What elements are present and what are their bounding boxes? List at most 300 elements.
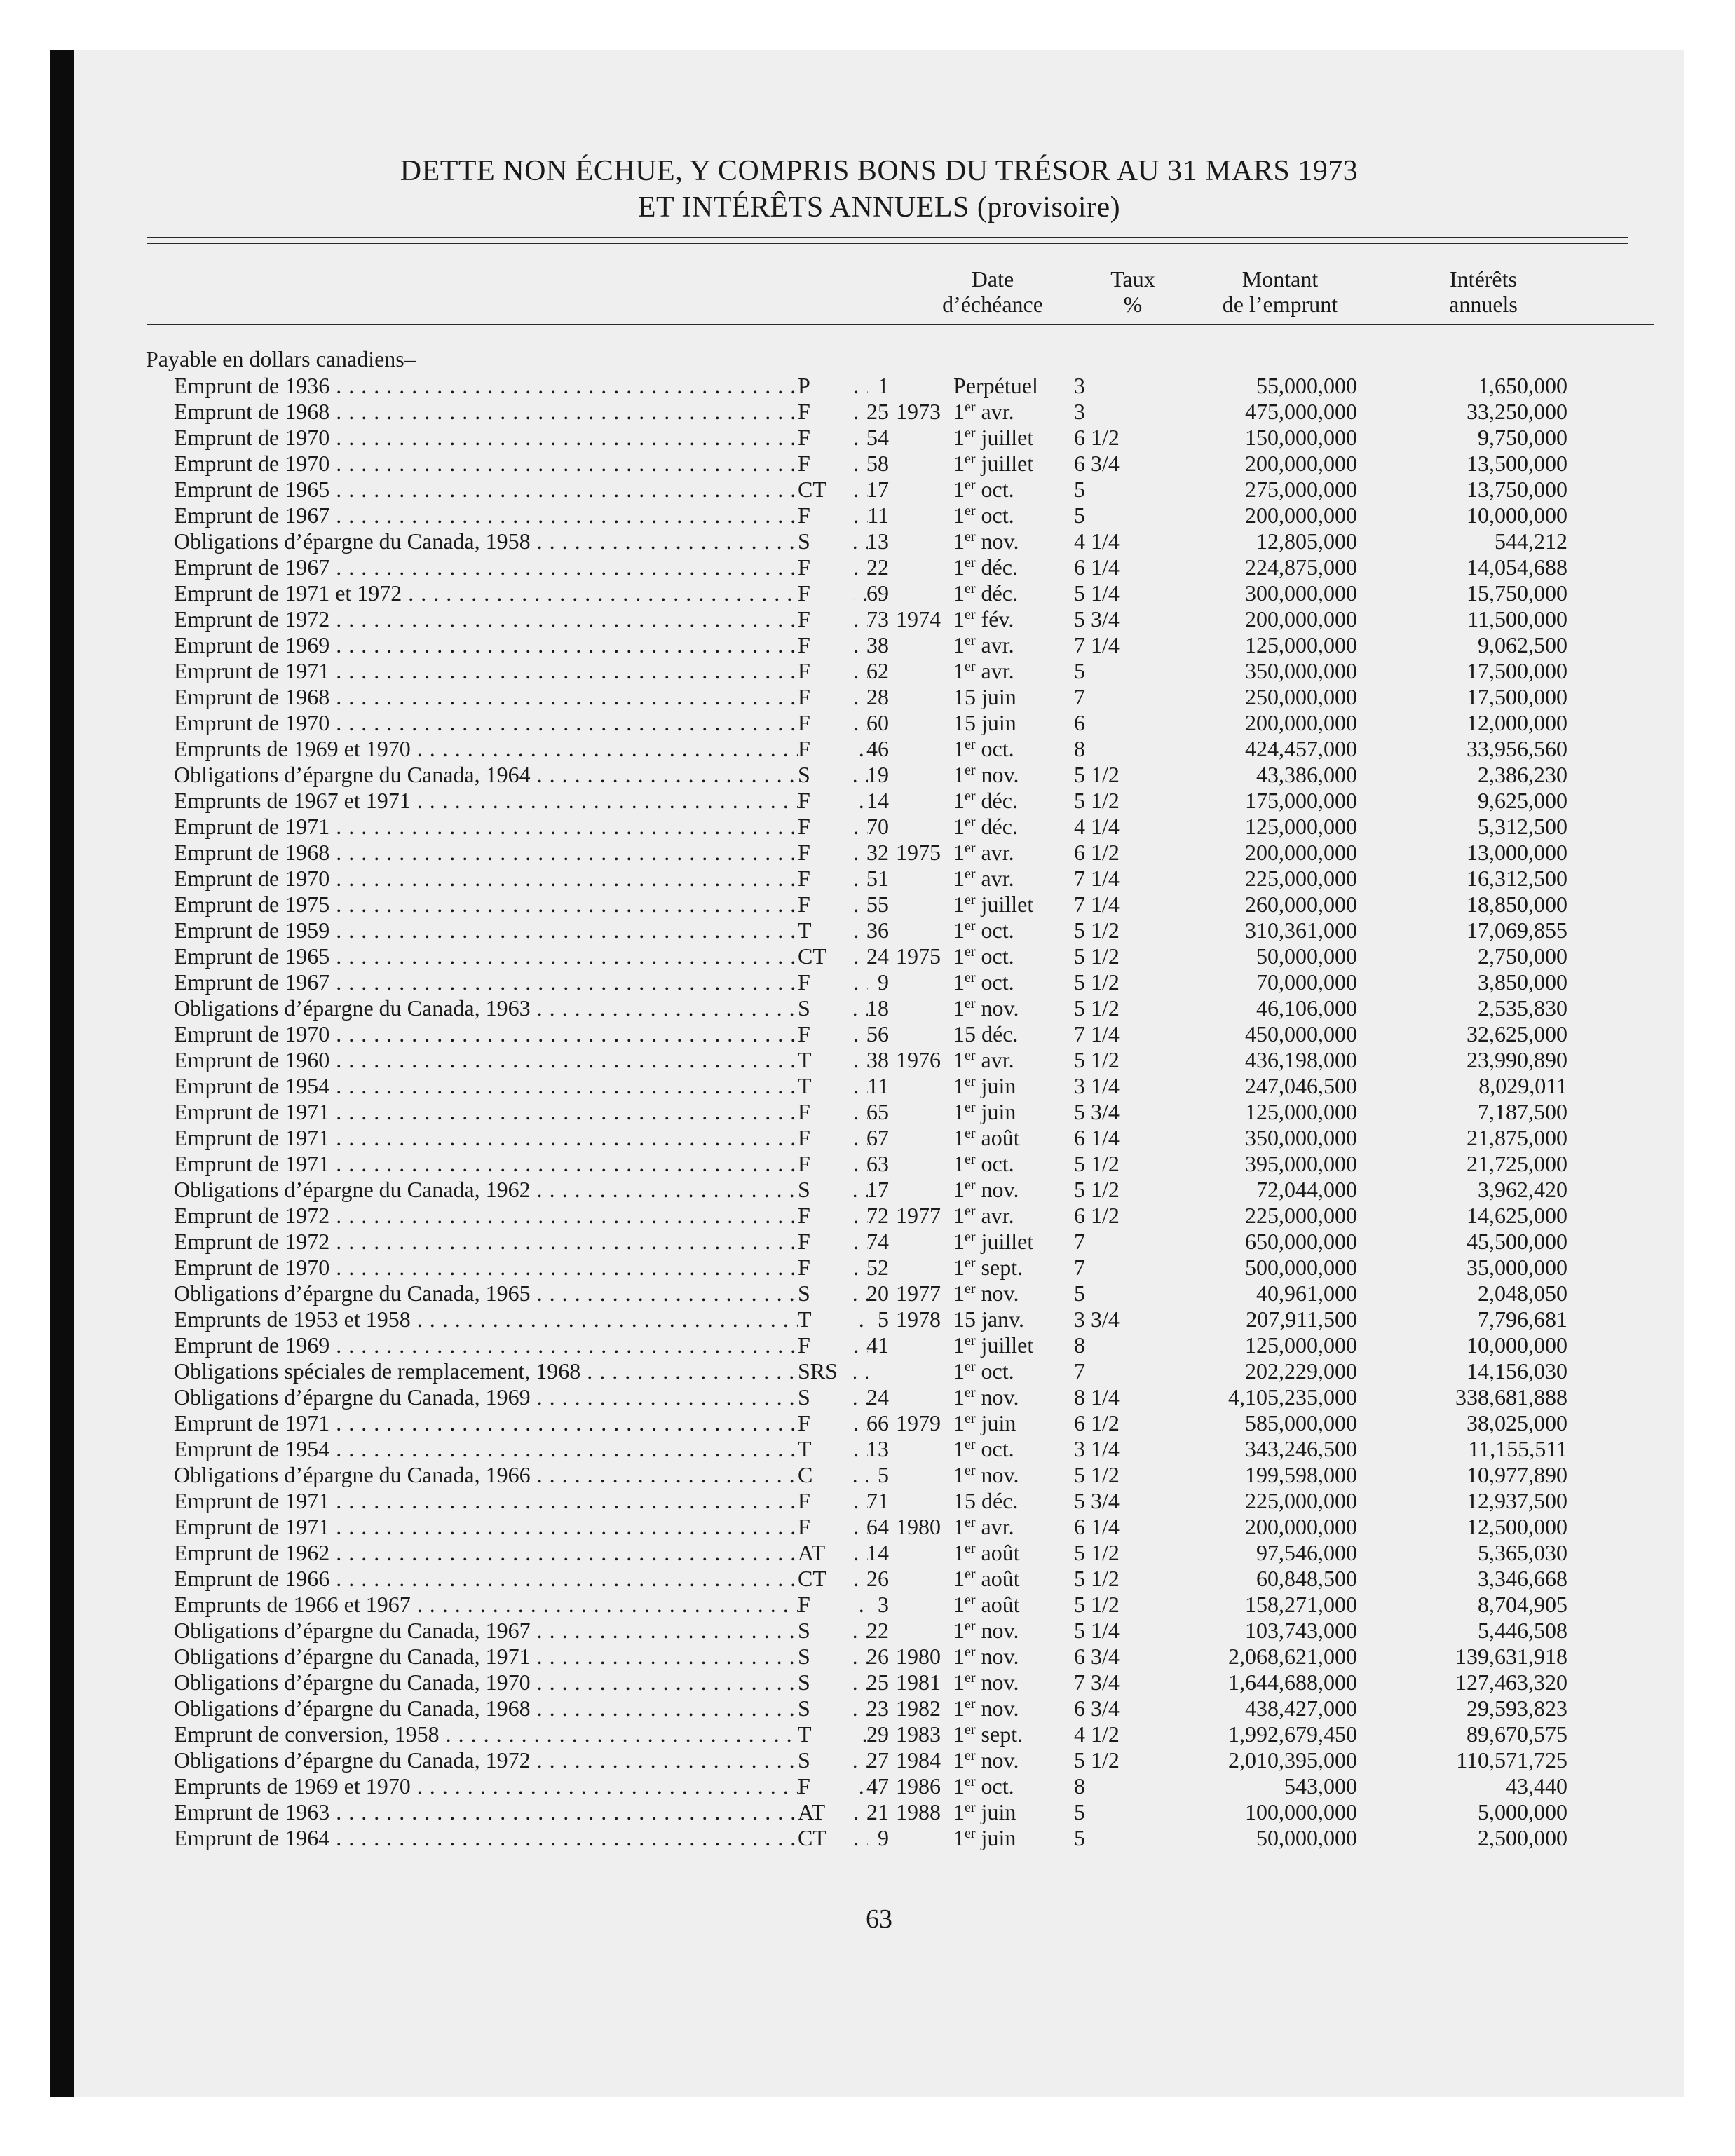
loan-amount: 260,000,000: [1245, 892, 1357, 917]
interest-rate: 5 1/4: [1074, 1618, 1120, 1643]
loan-name: Emprunt de 1968 . . .: [174, 840, 868, 866]
maturity-day: 1: [953, 917, 965, 943]
annual-interest: 23,990,890: [1467, 1047, 1567, 1072]
interest-rate: 7 3/4: [1074, 1670, 1120, 1695]
maturity-month: oct.: [981, 1151, 1014, 1176]
loan-code: CT: [798, 1566, 854, 1592]
maturity-day-suffix: er: [965, 425, 976, 441]
maturity-day-suffix: er: [965, 503, 976, 519]
loan-amount: 55,000,000: [1256, 373, 1357, 398]
loan-amount: 436,198,000: [1245, 1047, 1357, 1072]
table-row: [74, 1592, 1684, 1618]
loan-name: Emprunt de 1975 . . .: [174, 892, 868, 917]
loan-series-number: 51: [866, 866, 889, 891]
interest-rate: 5: [1074, 1799, 1085, 1824]
loan-code: S: [798, 995, 854, 1021]
table-row: [74, 1566, 1684, 1592]
maturity-month: déc.: [981, 580, 1018, 606]
table-row: [74, 1073, 1684, 1099]
table-row: [74, 451, 1684, 477]
annual-interest: 8,704,905: [1478, 1592, 1567, 1617]
maturity-day: 1: [953, 1540, 965, 1565]
loan-name: Obligations d’épargne du Canada, 1965 . . .: [174, 1281, 868, 1306]
loan-amount: 2,068,621,000: [1228, 1644, 1357, 1669]
annual-interest: 33,250,000: [1467, 399, 1567, 424]
annual-interest: 14,625,000: [1467, 1203, 1567, 1228]
maturity-day: 1: [953, 1644, 965, 1669]
table-row: [74, 1255, 1684, 1281]
maturity-month: fév.: [981, 606, 1014, 632]
loan-amount: 103,743,000: [1245, 1618, 1357, 1643]
maturity-day-suffix: er: [965, 1670, 976, 1686]
loan-code: AT: [798, 1540, 854, 1566]
loan-code: S: [798, 1644, 854, 1670]
interest-rate: 5 1/2: [1074, 943, 1120, 969]
interest-rate: 4 1/4: [1074, 528, 1120, 554]
annual-interest: 8,029,011: [1478, 1073, 1567, 1098]
loan-code: F: [798, 1021, 854, 1047]
loan-series-number: 25: [866, 399, 889, 424]
maturity-month: juin: [981, 710, 1016, 735]
loan-series-number: 23: [866, 1696, 889, 1721]
table-row: [74, 1747, 1684, 1773]
loan-code: F: [798, 503, 854, 528]
loan-name: Emprunt de 1963 . . .: [174, 1799, 868, 1825]
loan-series-number: 72: [866, 1203, 889, 1228]
annual-interest: 5,365,030: [1478, 1540, 1567, 1565]
table-row: [74, 788, 1684, 814]
loan-name: Emprunt de 1972 . . .: [174, 606, 868, 632]
loan-series-number: 24: [866, 943, 889, 969]
loan-name: Emprunt de 1970 . . .: [174, 866, 868, 892]
loan-code: F: [798, 1592, 854, 1618]
table-row: [74, 684, 1684, 710]
loan-amount: 12,805,000: [1256, 528, 1357, 554]
header-rate-line1: Taux: [1110, 266, 1155, 292]
loan-name: Emprunt de 1972 . . .: [174, 1229, 868, 1255]
maturity-day: 1: [953, 606, 965, 632]
maturity-day: 1: [953, 451, 965, 476]
loan-name: Obligations d’épargne du Canada, 1958 . . .: [174, 528, 868, 554]
maturity-month: déc.: [981, 814, 1018, 839]
loan-name: Emprunt de 1970 . . .: [174, 1255, 868, 1281]
maturity-month: sept.: [981, 1255, 1023, 1280]
maturity-day: 1: [953, 1410, 965, 1435]
loan-series-number: 25: [866, 1670, 889, 1695]
maturity-year: 1975: [896, 943, 941, 969]
maturity-month: nov.: [981, 1177, 1019, 1202]
maturity-day-suffix: er: [965, 1048, 976, 1063]
table-row: [74, 1696, 1684, 1721]
table-row: [74, 917, 1684, 943]
annual-interest: 14,054,688: [1467, 554, 1567, 580]
maturity-month: déc.: [981, 1488, 1019, 1513]
loan-code: S: [798, 1670, 854, 1696]
annual-interest: 3,346,668: [1478, 1566, 1567, 1591]
maturity-day-suffix: er: [965, 1774, 976, 1789]
maturity-day-suffix: er: [965, 1696, 976, 1712]
maturity-day-suffix: er: [965, 1826, 976, 1841]
maturity-month: avr.: [981, 399, 1014, 424]
loan-amount: 97,546,000: [1256, 1540, 1357, 1565]
table-row: [74, 1773, 1684, 1799]
loan-series-number: 27: [866, 1747, 889, 1773]
maturity-year: 1976: [896, 1047, 941, 1072]
page-number: 63: [866, 1904, 892, 1934]
loan-amount: 450,000,000: [1245, 1021, 1357, 1046]
loan-name: Obligations d’épargne du Canada, 1972 . . .: [174, 1747, 868, 1773]
loan-name: Emprunt de 1971 . . .: [174, 814, 868, 840]
loan-amount: 543,000: [1284, 1773, 1357, 1799]
loan-amount: 50,000,000: [1256, 1825, 1357, 1850]
loan-code: F: [798, 606, 854, 632]
loan-amount: 70,000,000: [1256, 969, 1357, 995]
interest-rate: 6: [1074, 710, 1085, 735]
table-row: [74, 969, 1684, 995]
maturity-day: 1: [953, 580, 965, 606]
loan-name: Emprunt de 1960 . . .: [174, 1047, 868, 1073]
maturity-year: 1984: [896, 1747, 941, 1773]
loan-code: F: [798, 866, 854, 892]
loan-series-number: 14: [866, 788, 889, 813]
loan-code: T: [798, 1306, 854, 1332]
maturity-day-suffix: er: [965, 1541, 976, 1556]
loan-name: Obligations d’épargne du Canada, 1971 . . .: [174, 1644, 868, 1670]
maturity-month: juin: [981, 1073, 1016, 1098]
loan-amount: 200,000,000: [1245, 710, 1357, 735]
maturity-day-suffix: er: [965, 737, 976, 752]
loan-series-number: 21: [866, 1799, 889, 1824]
loan-series-number: 26: [866, 1566, 889, 1591]
loan-name: Obligations d’épargne du Canada, 1969 . . .: [174, 1384, 868, 1410]
loan-amount: 125,000,000: [1245, 1099, 1357, 1124]
header-date-line1: Date: [971, 266, 1014, 292]
interest-rate: 5: [1074, 1281, 1085, 1306]
loan-amount: 125,000,000: [1245, 1332, 1357, 1358]
annual-interest: 45,500,000: [1467, 1229, 1567, 1254]
annual-interest: 14,156,030: [1467, 1358, 1567, 1384]
loan-amount: 1,644,688,000: [1228, 1670, 1357, 1695]
header-rate-line2: %: [1123, 292, 1143, 317]
maturity-day: 1: [953, 1047, 965, 1072]
maturity-month: oct.: [981, 943, 1014, 969]
loan-amount: 100,000,000: [1245, 1799, 1357, 1824]
loan-code: AT: [798, 1799, 854, 1825]
loan-name: Emprunt de conversion, 1958 . . .: [174, 1721, 868, 1747]
loan-code: S: [798, 762, 854, 788]
top-rule-1: [147, 237, 1628, 238]
maturity-month: oct.: [981, 1436, 1014, 1461]
maturity-month: août: [981, 1540, 1020, 1565]
maturity-day-suffix: er: [965, 1203, 976, 1219]
maturity-year: 1981: [896, 1670, 941, 1695]
maturity-day: Perpétuel: [953, 373, 1038, 398]
annual-interest: 43,440: [1506, 1773, 1567, 1799]
maturity-month: avr.: [981, 1514, 1014, 1539]
loan-amount: 225,000,000: [1245, 1488, 1357, 1513]
interest-rate: 6 3/4: [1074, 451, 1120, 476]
maturity-year: 1980: [896, 1644, 941, 1669]
loan-series-number: 24: [866, 1384, 889, 1410]
table-row: [74, 1462, 1684, 1488]
maturity-day-suffix: er: [965, 1255, 976, 1271]
annual-interest: 29,593,823: [1467, 1696, 1567, 1721]
loan-series-number: 29: [866, 1721, 889, 1747]
loan-series-number: 28: [866, 684, 889, 709]
loan-name: Obligations d’épargne du Canada, 1962 . . .: [174, 1177, 868, 1203]
loan-series-number: 26: [866, 1644, 889, 1669]
annual-interest: 5,446,508: [1478, 1618, 1567, 1643]
loan-code: S: [798, 1384, 854, 1410]
maturity-month: avr.: [981, 658, 1014, 683]
loan-amount: 158,271,000: [1245, 1592, 1357, 1617]
annual-interest: 35,000,000: [1467, 1255, 1567, 1280]
loan-name: Emprunt de 1967 . . .: [174, 554, 868, 580]
maturity-month: nov.: [981, 995, 1019, 1021]
loan-code: F: [798, 554, 854, 580]
maturity-month: oct.: [981, 477, 1014, 502]
maturity-day: 1: [953, 1384, 965, 1410]
table-row: [74, 1125, 1684, 1151]
loan-series-number: 17: [866, 477, 889, 502]
loan-name: Emprunts de 1969 et 1970 . . .: [174, 1773, 868, 1799]
maturity-day: 15: [953, 1021, 976, 1046]
loan-name: Obligations d’épargne du Canada, 1970 . . .: [174, 1670, 868, 1696]
loan-code: F: [798, 1229, 854, 1255]
interest-rate: 3 1/4: [1074, 1436, 1120, 1461]
maturity-day: 1: [953, 1825, 965, 1850]
annual-interest: 13,500,000: [1467, 451, 1567, 476]
maturity-day: 1: [953, 1773, 965, 1799]
loan-amount: 200,000,000: [1245, 840, 1357, 865]
loan-series-number: 52: [866, 1255, 889, 1280]
loan-code: F: [798, 788, 854, 814]
maturity-day-suffix: er: [965, 1229, 976, 1245]
maturity-month: oct.: [981, 1358, 1014, 1384]
loan-name: Obligations d’épargne du Canada, 1968 . . .: [174, 1696, 868, 1721]
loan-code: F: [798, 1151, 854, 1177]
table-row: [74, 943, 1684, 969]
maturity-day-suffix: er: [965, 1411, 976, 1426]
loan-series-number: 3: [878, 1592, 889, 1617]
interest-rate: 7 1/4: [1074, 1021, 1120, 1046]
loan-code: F: [798, 1099, 854, 1125]
maturity-day: 1: [953, 1618, 965, 1643]
loan-name: Emprunt de 1970 . . .: [174, 710, 868, 736]
loan-code: F: [798, 892, 854, 917]
loan-series-number: 17: [866, 1177, 889, 1202]
loan-name: Obligations d’épargne du Canada, 1966 . . .: [174, 1462, 868, 1488]
maturity-month: août: [981, 1592, 1020, 1617]
scan-edge-strip: [50, 50, 74, 2097]
table-row: [74, 1410, 1684, 1436]
maturity-day-suffix: er: [965, 892, 976, 908]
loan-amount: 310,361,000: [1245, 917, 1357, 943]
maturity-day: 1: [953, 1177, 965, 1202]
loan-code: F: [798, 399, 854, 425]
interest-rate: 5 1/2: [1074, 1540, 1120, 1565]
maturity-day-suffix: er: [965, 1644, 976, 1660]
maturity-day: 1: [953, 943, 965, 969]
loan-amount: 125,000,000: [1245, 814, 1357, 839]
loan-series-number: 62: [866, 658, 889, 683]
annual-interest: 33,956,560: [1467, 736, 1567, 761]
section-label: Payable en dollars canadiens–: [146, 346, 416, 371]
interest-rate: 7 1/4: [1074, 632, 1120, 657]
interest-rate: 6 1/2: [1074, 425, 1120, 450]
loan-code: F: [798, 580, 854, 606]
maturity-month: août: [981, 1125, 1020, 1150]
loan-series-number: 58: [866, 451, 889, 476]
loan-code: F: [798, 1332, 854, 1358]
annual-interest: 16,312,500: [1467, 866, 1567, 891]
interest-rate: 3: [1074, 373, 1085, 398]
loan-code: P: [798, 373, 854, 399]
header-date-line2: d’échéance: [942, 292, 1043, 317]
maturity-year: 1977: [896, 1281, 941, 1306]
table-row: [74, 1229, 1684, 1255]
maturity-day-suffix: er: [965, 918, 976, 934]
maturity-day-suffix: er: [965, 451, 976, 467]
annual-interest: 17,500,000: [1467, 658, 1567, 683]
maturity-day: 15: [953, 710, 976, 735]
loan-amount: 202,229,000: [1245, 1358, 1357, 1384]
table-row: [74, 866, 1684, 892]
table-row: [74, 1203, 1684, 1229]
loan-series-number: 54: [866, 425, 889, 450]
maturity-day: 1: [953, 477, 965, 502]
loan-series-number: 19: [866, 762, 889, 787]
header-interest-line2: annuels: [1449, 292, 1518, 317]
annual-interest: 13,750,000: [1467, 477, 1567, 502]
maturity-month: juillet: [981, 1229, 1034, 1254]
loan-series-number: 14: [866, 1540, 889, 1565]
loan-name: Emprunt de 1967 . . .: [174, 503, 868, 528]
interest-rate: 7: [1074, 684, 1085, 709]
maturity-month: oct.: [981, 503, 1014, 528]
interest-rate: 5 1/2: [1074, 1177, 1120, 1202]
maturity-day-suffix: er: [965, 477, 976, 493]
loan-series-number: 46: [866, 736, 889, 761]
interest-rate: 5 1/2: [1074, 788, 1120, 813]
annual-interest: 21,725,000: [1467, 1151, 1567, 1176]
interest-rate: 5: [1074, 658, 1085, 683]
loan-name: Emprunt de 1966 . . .: [174, 1566, 868, 1592]
loan-name: Emprunt de 1970 . . .: [174, 425, 868, 451]
maturity-day: 1: [953, 1125, 965, 1150]
loan-code: F: [798, 632, 854, 658]
annual-interest: 11,155,511: [1468, 1436, 1567, 1461]
page-title-line2: ET INTÉRÊTS ANNUELS (provisoire): [637, 191, 1121, 224]
loan-amount: 300,000,000: [1245, 580, 1357, 606]
table-row: [74, 1358, 1684, 1384]
table-row: [74, 1721, 1684, 1747]
maturity-month: nov.: [981, 1618, 1019, 1643]
loan-name: Emprunt de 1968 . . .: [174, 684, 868, 710]
loan-code: F: [798, 425, 854, 451]
annual-interest: 2,386,230: [1478, 762, 1567, 787]
loan-code: C: [798, 1462, 854, 1488]
interest-rate: 5 1/4: [1074, 580, 1120, 606]
maturity-day: 15: [953, 1306, 976, 1332]
maturity-month: juillet: [981, 892, 1034, 917]
annual-interest: 110,571,725: [1456, 1747, 1567, 1773]
header-amount: [1182, 266, 1378, 317]
maturity-day-suffix: er: [965, 1152, 976, 1167]
loan-amount: 585,000,000: [1245, 1410, 1357, 1435]
maturity-month: juin: [981, 1825, 1016, 1850]
maturity-month: juin: [981, 1799, 1016, 1824]
loan-amount: 199,598,000: [1245, 1462, 1357, 1487]
annual-interest: 544,212: [1495, 528, 1567, 554]
maturity-day-suffix: er: [965, 1281, 976, 1297]
maturity-day-suffix: er: [965, 1333, 976, 1349]
maturity-year: 1986: [896, 1773, 941, 1799]
loan-name: Emprunt de 1964 . . .: [174, 1825, 868, 1851]
maturity-day: 1: [953, 1799, 965, 1824]
interest-rate: 5: [1074, 1825, 1085, 1850]
loan-name: Obligations spéciales de remplacement, 1968 . . .: [174, 1358, 868, 1384]
maturity-year: 1982: [896, 1696, 941, 1721]
loan-amount: 46,106,000: [1256, 995, 1357, 1021]
table-row: [74, 477, 1684, 503]
maturity-month: nov.: [981, 1644, 1019, 1669]
loan-series-number: 11: [867, 1073, 889, 1098]
maturity-day-suffix: er: [965, 763, 976, 778]
loan-name: Emprunt de 1959 . . .: [174, 917, 868, 943]
loan-code: F: [798, 969, 854, 995]
interest-rate: 5 1/2: [1074, 995, 1120, 1021]
loan-name: Emprunt de 1971 . . .: [174, 1410, 868, 1436]
table-row: [74, 892, 1684, 917]
maturity-day: 1: [953, 892, 965, 917]
header-date: [894, 266, 1091, 317]
interest-rate: 6 3/4: [1074, 1696, 1120, 1721]
table-row: [74, 762, 1684, 788]
maturity-month: nov.: [981, 1384, 1019, 1410]
annual-interest: 3,962,420: [1478, 1177, 1567, 1202]
maturity-day: 1: [953, 1721, 965, 1747]
table-row: [74, 1618, 1684, 1644]
annual-interest: 10,000,000: [1467, 503, 1567, 528]
loan-amount: 40,961,000: [1256, 1281, 1357, 1306]
interest-rate: 5 1/2: [1074, 762, 1120, 787]
loan-series-number: 13: [866, 528, 889, 554]
annual-interest: 338,681,888: [1455, 1384, 1567, 1410]
loan-code: F: [798, 1125, 854, 1151]
interest-rate: 3 3/4: [1074, 1306, 1120, 1332]
loan-name: Emprunt de 1971 . . .: [174, 1151, 868, 1177]
loan-amount: 200,000,000: [1245, 606, 1357, 632]
loan-series-number: 1: [878, 373, 889, 398]
maturity-day: 1: [953, 399, 965, 424]
maturity-month: nov.: [981, 1462, 1019, 1487]
annual-interest: 2,500,000: [1478, 1825, 1567, 1850]
loan-series-number: 66: [866, 1410, 889, 1435]
page-title-line1: DETTE NON ÉCHUE, Y COMPRIS BONS DU TRÉSOR AU 31 MARS 1973: [400, 155, 1359, 187]
maturity-day: 1: [953, 1436, 965, 1461]
maturity-day: 1: [953, 1073, 965, 1098]
maturity-day: 1: [953, 1203, 965, 1228]
loan-name: Obligations d’épargne du Canada, 1964 . . .: [174, 762, 868, 788]
loan-name: Emprunt de 1971 . . .: [174, 1125, 868, 1151]
annual-interest: 7,796,681: [1478, 1306, 1567, 1332]
loan-name: Emprunt de 1965 . . .: [174, 943, 868, 969]
loan-code: T: [798, 1721, 854, 1747]
maturity-month: avr.: [981, 1203, 1014, 1228]
loan-amount: 247,046,500: [1245, 1073, 1357, 1098]
loan-amount: 350,000,000: [1245, 658, 1357, 683]
